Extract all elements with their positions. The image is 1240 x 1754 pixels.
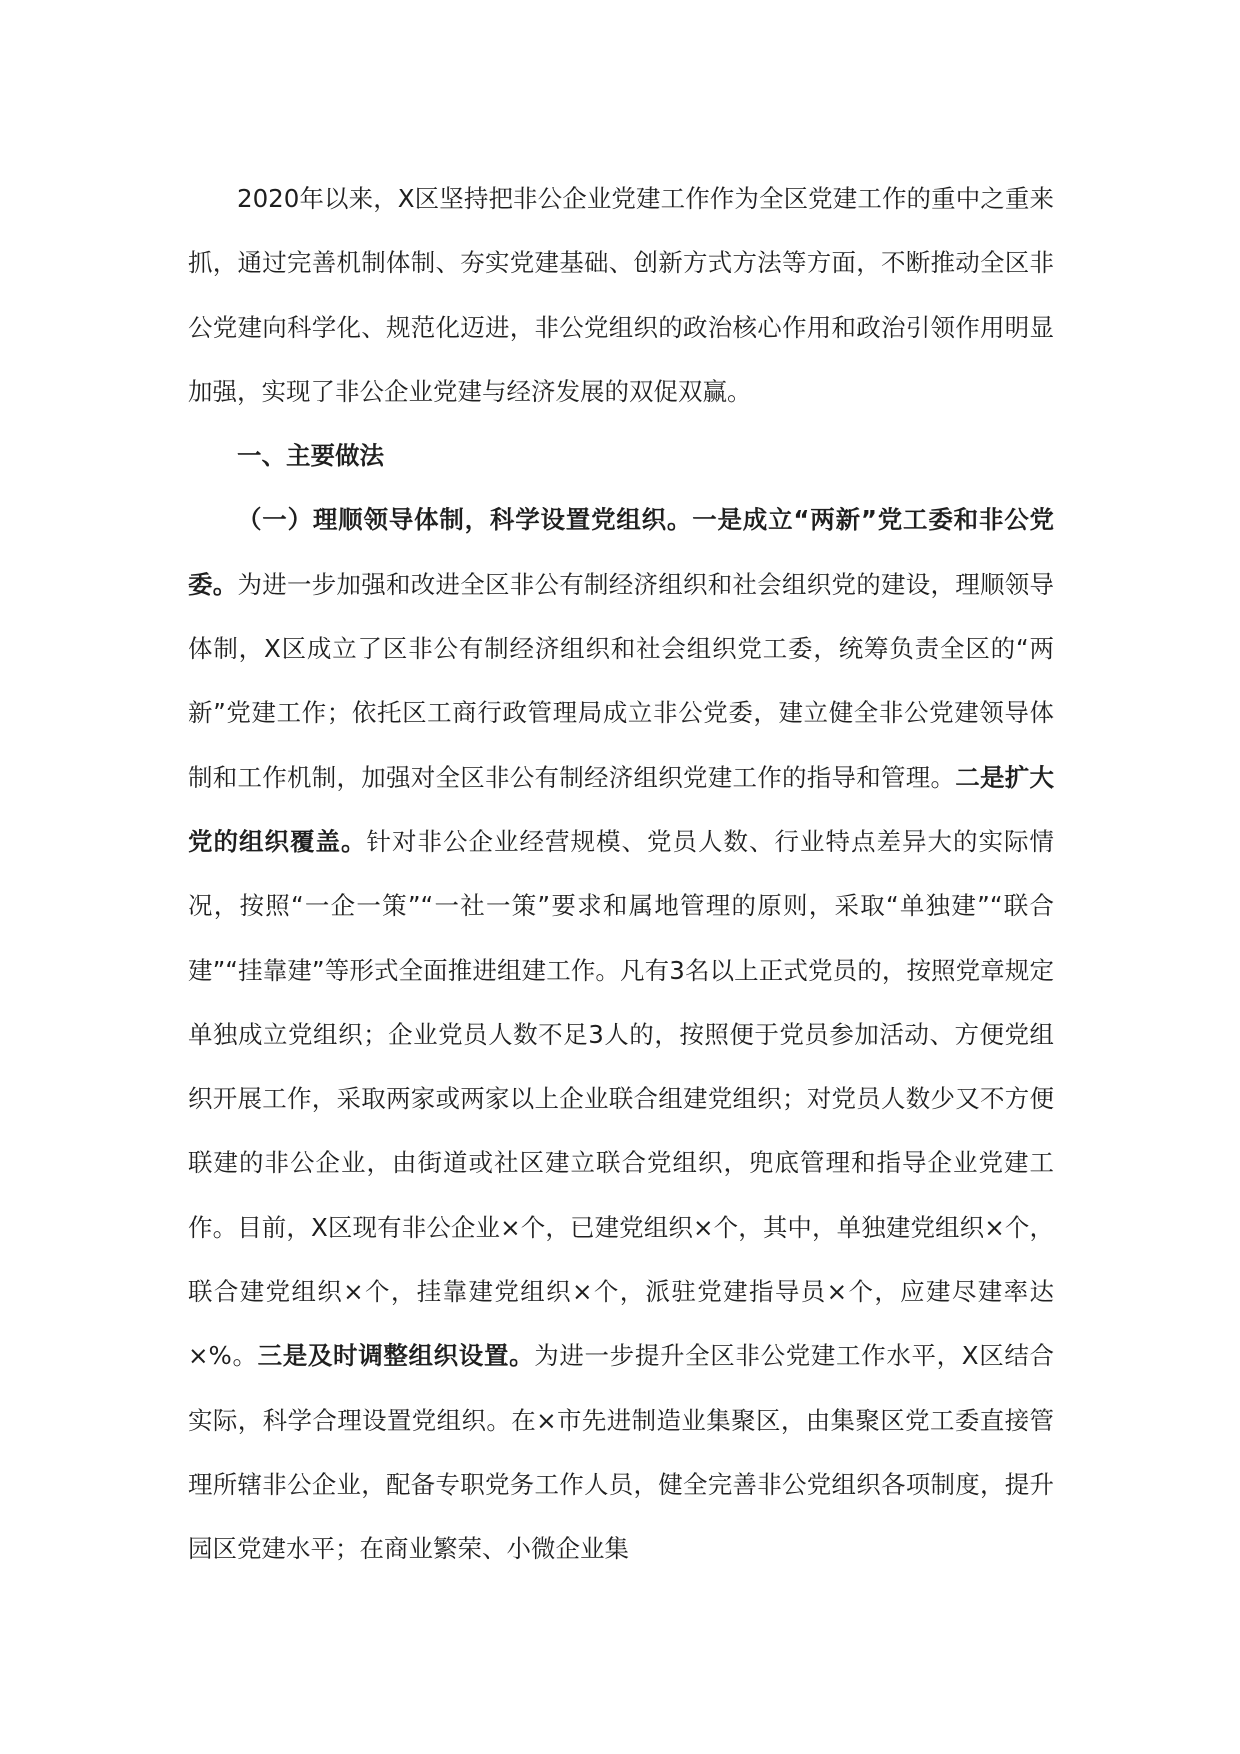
body-text-1: 为进一步加强和改进全区非公有制经济组织和社会组织党的建设，理顺领导体制，X区成立了区非公有制经济组织和社会组织党工委，统筹负责全区的“两新”党建工作；依托区工商行政管理局成立非公党委，建立健全非公党建领导体制和工作机制，加强对全区非公有制经济组织党建工作的指导和管理。 [188,569,1054,792]
point-heading-3: 三是及时调整组织设置。 [257,1341,535,1371]
section-heading: 一、主要做法 [237,441,384,471]
body-text-2: 针对非公企业经营规模、党员人数、行业特点差异大的实际情况，按照“一企一策”“一社一策”要求和属地管理的原则，采取“单独建”“联合建”“挂靠建”等形式全面推进组建工作。凡有3名以上正式党员的，按照党章规定单独成立党组织；企业党员人数不足3人的，按照便于党员参加活动、方便党组织开展工作，采取两家或两家以上企业联合组建党组织；对党员人数少又不方便联建的非公企业，由街道或社区建立联合党组织，兜底管理和指导企业党建工作。目前，X区现有非公企业×个，已建党组织×个，其中，单独建党组织×个，联合建党组织×个，挂靠建党组织×个，派驻党建指导员×个，应建尽建率达×%。 [188,826,1054,1371]
point-heading-2: 二是扩大党的组织覆盖。 [188,762,1054,856]
subsection-heading: （一）理顺领导体制，科学设置党组织。一是成立“两新”党工委和非公党委。 [188,505,1054,599]
intro-paragraph: 2020年以来，X区坚持把非公企业党建工作作为全区党建工作的重中之重来抓，通过完善机制体制、夯实党建基础、创新方式方法等方面，不断推动全区非公党建向科学化、规范化迈进，非公党组织的政治核心作用和政治引领作用明显加强，实现了非公企业党建与经济发展的双促双赢。 [188,184,1054,406]
body-text-3: 为进一步提升全区非公党建工作水平，X区结合实际，科学合理设置党组织。在×市先进制造业集聚区，由集聚区党工委直接管理所辖非公企业，配备专职党务工作人员，健全完善非公党组织各项制度，提升园区党建水平；在商业繁荣、小微企业集 [188,1341,1054,1564]
body-paragraph [188,488,1054,1581]
document-page [188,167,1054,1582]
